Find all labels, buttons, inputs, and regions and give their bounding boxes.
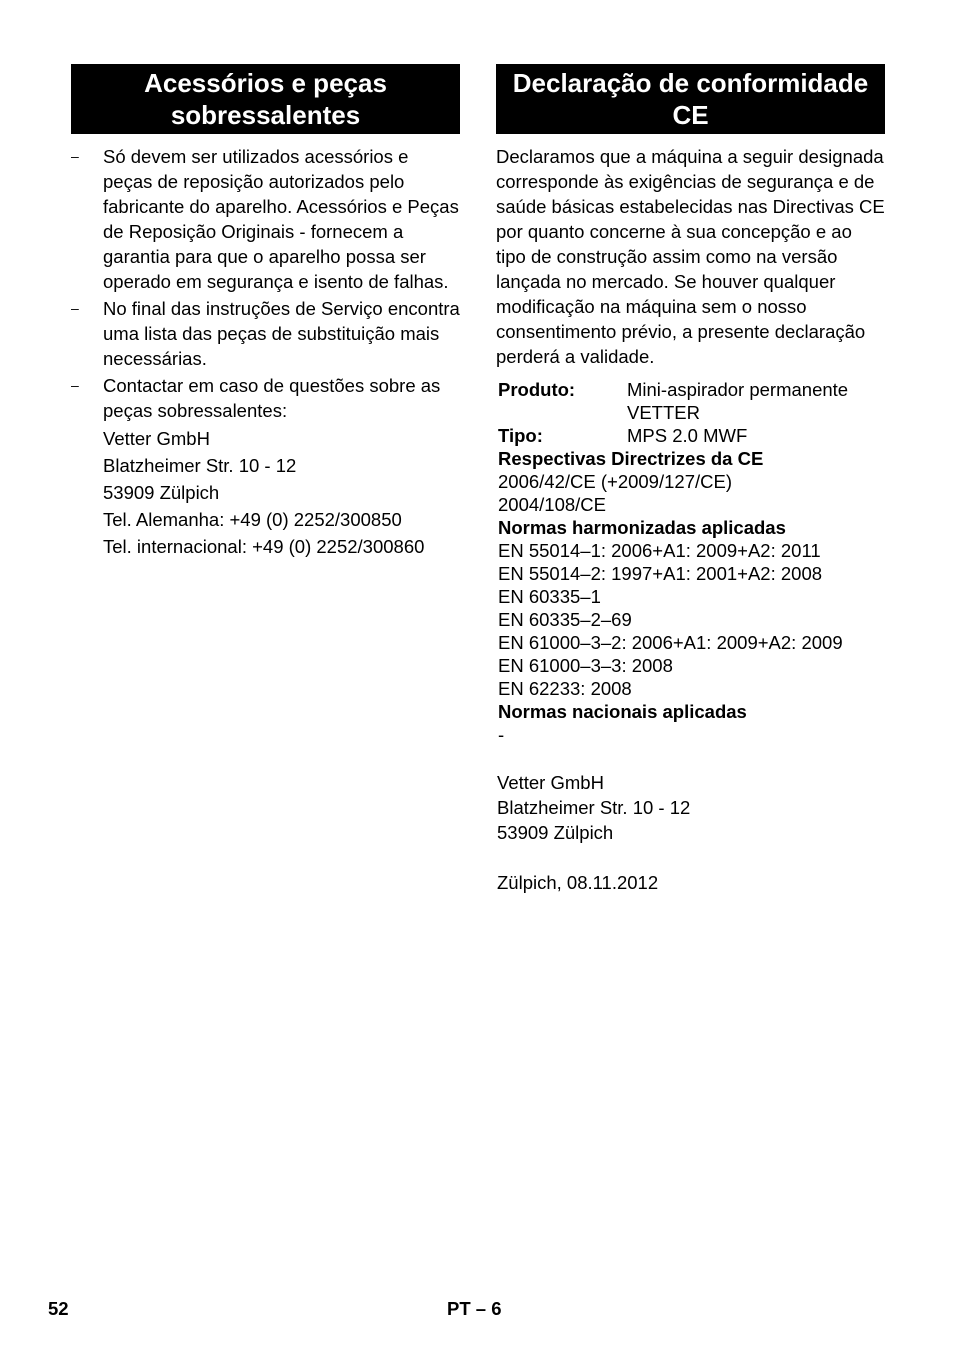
- type-row: [498, 424, 885, 447]
- standard-item: EN 60335–1: [498, 586, 601, 607]
- list-item: [71, 296, 460, 371]
- place-date: Zülpich, 08.11.2012: [497, 872, 659, 893]
- bullet-text: Só devem ser utilizados acessórios e peças de reposição autorizados pelo fabricante do aparelho. Acessórios e Peças de Reposição Originais - fornecem a garantia para que o aparelho possa ser operado em segurança e isento de falhas.: [103, 146, 459, 292]
- bullet-dash: –: [71, 148, 79, 164]
- bullet-dash: –: [71, 377, 79, 393]
- standards-heading: Normas harmonizadas aplicadas: [498, 517, 786, 538]
- directive-item: 2006/42/CE (+2009/127/CE): [498, 471, 732, 492]
- product-brand: VETTER: [627, 402, 700, 423]
- standard-item: EN 55014–2: 1997+A1: 2001+A2: 2008: [498, 563, 823, 584]
- postal-city: 53909 Zülpich: [103, 482, 220, 503]
- spec-block: [496, 378, 885, 746]
- national-standards-heading: Normas nacionais aplicadas: [498, 701, 747, 722]
- accessories-list: [71, 144, 460, 560]
- directive-item: 2004/108/CE: [498, 494, 607, 515]
- type-value: MPS 2.0 MWF: [627, 425, 748, 446]
- phone-international: Tel. internacional: +49 (0) 2252/300860: [103, 536, 425, 557]
- conformity-heading: Declaração de conformidade CE: [496, 64, 885, 134]
- product-row: [498, 378, 885, 424]
- bullet-dash: –: [71, 300, 79, 316]
- standard-item: EN 61000–3–3: 2008: [498, 655, 673, 676]
- product-name: Mini-aspirador permanente: [627, 379, 849, 400]
- type-label: Tipo:: [498, 425, 543, 446]
- product-value: [627, 378, 885, 424]
- product-label: Produto:: [498, 379, 576, 400]
- contact-address: [103, 425, 460, 560]
- spacer: [497, 845, 885, 870]
- declaration-text: Declaramos que a máquina a seguir designada corresponde às exigências de segurança e de saúde básicas estabelecidas nas Directivas CE por quanto concerne à sua concepção e ao tipo de construção assim como na versão lançada no mercado. Se houver qualquer modificação na máquina sem o nosso consentimento prévio, a presente declaração perderá a validade.: [496, 146, 885, 367]
- street-address: Blatzheimer Str. 10 - 12: [497, 797, 691, 818]
- directives-heading: Respectivas Directrizes da CE: [498, 448, 764, 469]
- company-name: Vetter GmbH: [103, 428, 210, 449]
- list-item: [71, 373, 460, 423]
- phone-germany: Tel. Alemanha: +49 (0) 2252/300850: [103, 509, 402, 530]
- accessories-heading: Acessórios e peças sobressalentes: [71, 64, 460, 134]
- standard-item: EN 61000–3–2: 2006+A1: 2009+A2: 2009: [498, 632, 843, 653]
- standard-item: EN 60335–2–69: [498, 609, 632, 630]
- list-item: [71, 144, 460, 294]
- accessories-section: [71, 64, 460, 560]
- standard-item: EN 62233: 2008: [498, 678, 632, 699]
- bullet-text: No final das instruções de Serviço encontra uma lista das peças de substituição mais necessárias.: [103, 298, 460, 369]
- postal-city: 53909 Zülpich: [497, 822, 614, 843]
- conformity-section: [496, 64, 885, 895]
- street-address: Blatzheimer Str. 10 - 12: [103, 455, 297, 476]
- page-number: 52: [48, 1298, 69, 1319]
- national-standards-value: -: [498, 724, 505, 745]
- company-name: Vetter GmbH: [497, 772, 604, 793]
- standard-item: EN 55014–1: 2006+A1: 2009+A2: 2011: [498, 540, 821, 561]
- bullet-text: Contactar em caso de questões sobre as peças sobressalentes:: [103, 375, 441, 421]
- footer-section-label: PT – 6: [447, 1298, 502, 1319]
- manufacturer-address: [496, 770, 885, 895]
